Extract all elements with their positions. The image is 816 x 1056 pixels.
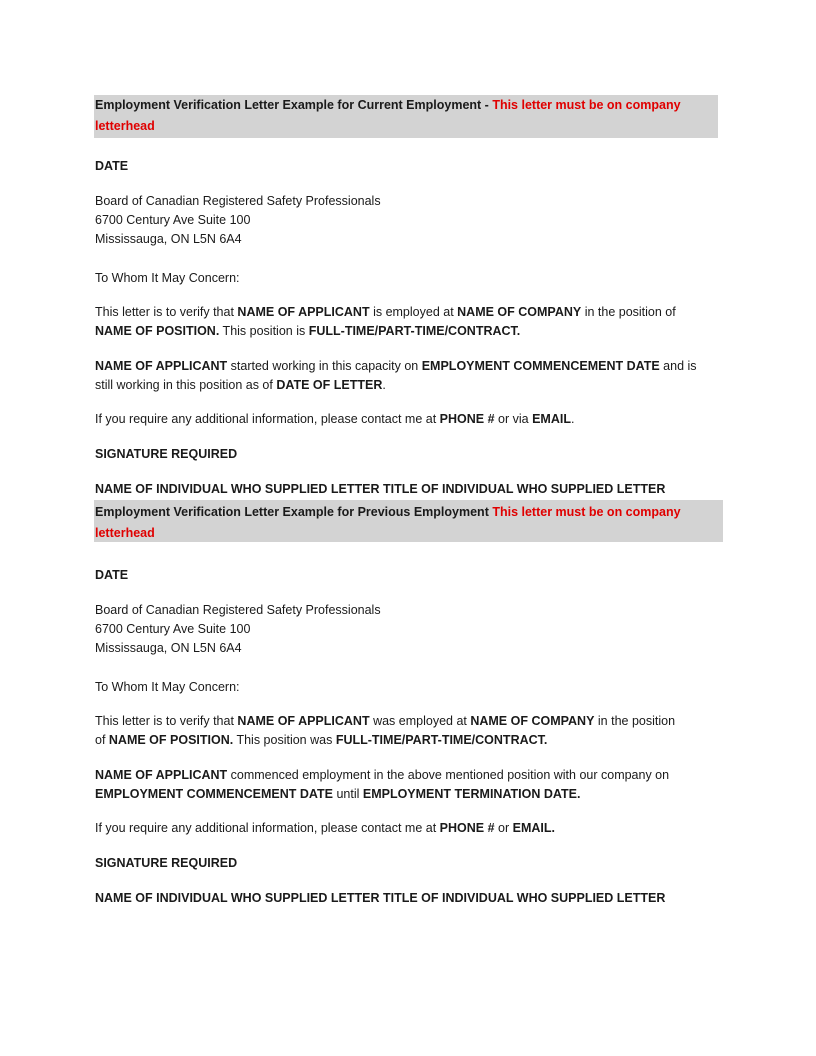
- letter1-heading-notice-cont: letterhead: [95, 119, 155, 133]
- letter1-paragraph-3: If you require any additional information, please contact me at PHONE # or via EMAIL.: [95, 412, 575, 426]
- address-line: Mississauga, ON L5N 6A4: [95, 232, 242, 246]
- address-line: 6700 Century Ave Suite 100: [95, 622, 251, 636]
- letter2-heading: [94, 500, 723, 542]
- letter1-salutation: To Whom It May Concern:: [95, 271, 240, 285]
- address-line: Mississauga, ON L5N 6A4: [95, 641, 242, 655]
- letter2-signature: SIGNATURE REQUIRED: [95, 856, 238, 870]
- letter1-paragraph-2: NAME OF APPLICANT started working in this capacity on EMPLOYMENT COMMENCEMENT DATE and is still working in this position as of DATE OF LETTER.: [95, 359, 697, 392]
- letter2-heading-notice: This letter must be on company: [492, 505, 681, 519]
- letter2-salutation: To Whom It May Concern:: [95, 680, 240, 694]
- letter1-heading-notice: This letter must be on company: [492, 98, 681, 112]
- letter1-heading-title: Employment Verification Letter Example for Current Employment -: [95, 98, 493, 112]
- letter1-paragraph-1: This letter is to verify that NAME OF APPLICANT is employed at NAME OF COMPANY in the position of NAME OF POSITION. This position is FULL-TIME/PART-TIME/CONTRACT.: [95, 305, 676, 338]
- letter2-name-title: NAME OF INDIVIDUAL WHO SUPPLIED LETTER TITLE OF INDIVIDUAL WHO SUPPLIED LETTER: [95, 891, 666, 905]
- letter1-name-title: NAME OF INDIVIDUAL WHO SUPPLIED LETTER TITLE OF INDIVIDUAL WHO SUPPLIED LETTER: [95, 482, 666, 496]
- letter1-heading: [94, 95, 718, 138]
- letter1-address: [95, 192, 381, 249]
- letter1-signature: SIGNATURE REQUIRED: [95, 447, 238, 461]
- letter2-heading-title: Employment Verification Letter Example for Previous Employment: [95, 505, 493, 519]
- letter1-date: DATE: [95, 159, 129, 173]
- letter2-paragraph-2: NAME OF APPLICANT commenced employment in the above mentioned position with our company on EMPLOYMENT COMMENCEMENT DATE until EMPLOYMENT TERMINATION DATE.: [95, 768, 670, 801]
- address-line: Board of Canadian Registered Safety Professionals: [95, 194, 381, 208]
- letter2-paragraph-1: This letter is to verify that NAME OF APPLICANT was employed at NAME OF COMPANY in the position of NAME OF POSITION. This position was FULL-TIME/PART-TIME/CONTRACT.: [95, 714, 676, 747]
- letter2-address: [95, 601, 381, 658]
- letter2-heading-notice-cont: letterhead: [95, 526, 155, 540]
- letter2-date: DATE: [95, 568, 129, 582]
- letter2-paragraph-3: If you require any additional information, please contact me at PHONE # or EMAIL.: [95, 821, 555, 835]
- address-line: 6700 Century Ave Suite 100: [95, 213, 251, 227]
- address-line: Board of Canadian Registered Safety Professionals: [95, 603, 381, 617]
